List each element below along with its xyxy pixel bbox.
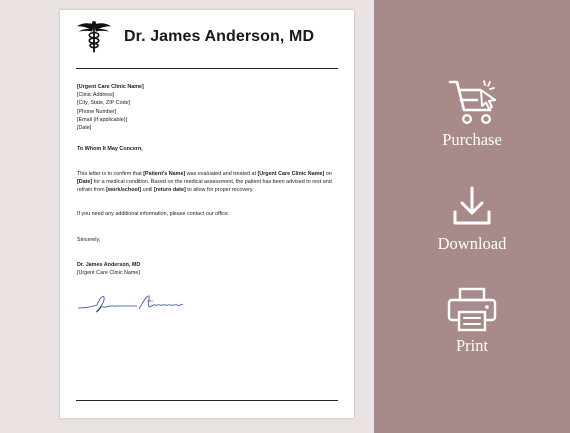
caduceus-icon: [76, 19, 112, 55]
contact-paragraph: If you need any additional information, please contact our office.: [77, 211, 230, 217]
download-label: Download: [437, 234, 507, 253]
download-icon: [450, 184, 494, 230]
closing: Sincerely,: [77, 237, 101, 243]
signer-clinic: [Urgent Care Clinic Name]: [77, 270, 140, 277]
address-line: [City, State, ZIP Code]: [77, 100, 131, 107]
purchase-label: Purchase: [442, 130, 502, 149]
signer-name: Dr. James Anderson, MD: [77, 262, 141, 268]
download-action[interactable]: [374, 184, 570, 254]
salutation: To Whom It May Concern,: [77, 146, 143, 152]
letter-page: [60, 10, 354, 418]
print-label: Print: [455, 336, 489, 355]
address-line: [Phone Number]: [77, 108, 117, 115]
address-line: [Clinic Address]: [77, 92, 115, 99]
letterhead: [76, 24, 314, 50]
footer-divider: [76, 400, 338, 401]
doctor-name-title: Dr. James Anderson, MD: [124, 28, 315, 45]
clinic-address-block: [77, 83, 339, 132]
signature-image: [77, 292, 187, 314]
address-line: [Email (if applicable)]: [77, 116, 128, 123]
header-divider: [76, 68, 338, 69]
letter-body-paragraph: This letter is to confirm that [Patient's Name] was evaluated and treated at [Urgent Care Clinic Name] on [Date] for a medical condition. Based on the medical assessment, the patient has been advised to rest and refrain from [work/school] until [return date] to allow for proper recovery.: [77, 171, 332, 194]
cart-cursor-icon: [444, 74, 500, 128]
purchase-action[interactable]: [374, 74, 570, 150]
address-line: [Date]: [77, 125, 92, 132]
printer-icon: [444, 286, 500, 334]
signer-block: [77, 261, 339, 277]
address-line: [Urgent Care Clinic Name]: [77, 84, 144, 90]
print-action[interactable]: [374, 286, 570, 356]
